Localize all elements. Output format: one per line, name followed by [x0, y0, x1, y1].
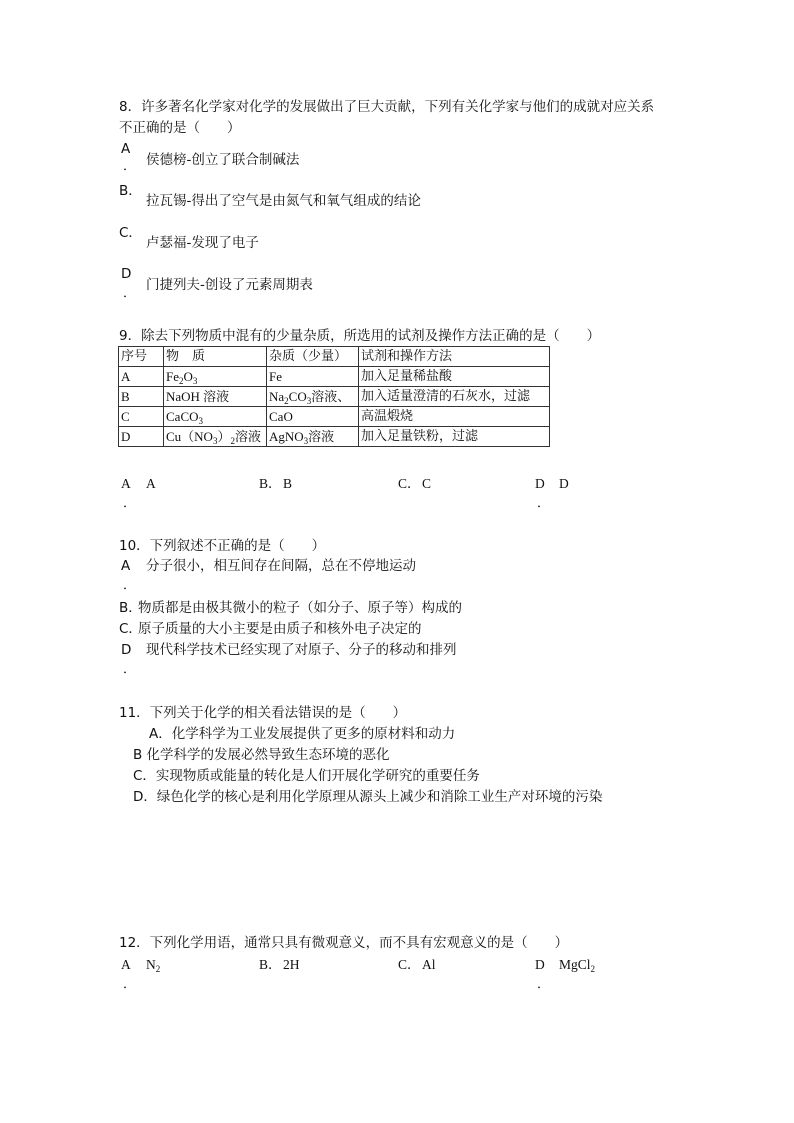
q8-stem-line1: 8．许多著名化学家对化学的发展做出了巨大贡献，下列有关化学家与他们的成就对应关系: [119, 99, 655, 115]
q9-row-b-substance: NaOH 溶液: [164, 387, 267, 407]
q9-header-substance: 物 质: [164, 347, 267, 367]
q8-option-b-letter: B．: [119, 183, 142, 199]
q11-option-b: B 化学科学的发展必然导致生态环境的恶化: [133, 747, 390, 763]
q9-answer-d-dot: ．: [537, 496, 551, 511]
q9-row-c-method: 高温煅烧: [359, 407, 550, 427]
q9-stem: 9．除去下列物质中混有的少量杂质，所选用的试剂及操作方法正确的是（ ）: [119, 328, 601, 344]
q9-row-d-no: D: [119, 427, 164, 447]
q8-option-a-dot: ．: [123, 159, 137, 174]
q9-header-no: 序号: [119, 347, 164, 367]
q9-row-c-no: C: [119, 407, 164, 427]
q10-option-c-text: 原子质量的大小主要是由质子和核外电子决定的: [138, 621, 422, 637]
q11-option-a: A．化学科学为工业发展提供了更多的原材料和动力: [149, 726, 456, 742]
q9-table: [118, 346, 550, 447]
table-row: [119, 427, 550, 447]
q9-row-c-substance: CaCO$_3$: [164, 407, 267, 427]
q12-answer-d-dot: ．: [537, 977, 551, 992]
table-row: [119, 407, 550, 427]
q10-option-d-dot: ．: [123, 662, 137, 677]
q9-answer-a-dot: ．: [123, 496, 137, 511]
q11-stem: 11．下列关于化学的相关看法错误的是（ ）: [119, 705, 407, 721]
table-row: [119, 367, 550, 387]
q9-row-a-substance: $Fe_2O_3$: [164, 367, 267, 387]
q9-row-a-impurity: Fe: [267, 367, 359, 387]
q9-table-header: [119, 347, 550, 367]
q8-option-c-letter: C．: [119, 225, 142, 241]
q10-option-d-letter: D: [121, 642, 132, 658]
q8-stem-line2: 不正确的是（ ）: [119, 120, 241, 136]
q9-row-b-no: B: [119, 387, 164, 407]
q12-answer-a-letter: A: [121, 957, 131, 972]
q9-answer-c-letter: C．: [398, 476, 421, 491]
q12-answer-b-letter: B．: [259, 957, 282, 972]
q12-stem: 12．下列化学用语，通常只具有微观意义，而不具有宏观意义的是（ ）: [119, 935, 569, 951]
q10-option-a-text: 分子很小，相互间存在间隔，总在不停地运动: [146, 558, 416, 574]
q11-option-c: C．实现物质或能量的转化是人们开展化学研究的重要任务: [133, 768, 480, 784]
q9-row-a-no: A: [119, 367, 164, 387]
q10-option-a-dot: ．: [123, 578, 137, 593]
q10-option-d-text: 现代科学技术已经实现了对原子、分子的移动和排列: [146, 642, 457, 658]
q10-stem: 10．下列叙述不正确的是（ ）: [119, 538, 326, 554]
q9-answer-a-letter: A: [121, 476, 131, 491]
q8-option-a-text: 侯德榜-创立了联合制碱法: [146, 152, 300, 168]
q11-option-d: D．绿色化学的核心是利用化学原理从源头上减少和消除工业生产对环境的污染: [133, 789, 603, 805]
q9-row-c-impurity: CaO: [267, 407, 359, 427]
q9-answer-b-letter: B．: [259, 476, 282, 491]
q10-option-b-text: 物质都是由极其微小的粒子（如分子、原子等）构成的: [138, 600, 462, 616]
q12-answer-a-dot: ．: [123, 977, 137, 992]
q8-option-a-letter: A: [121, 141, 131, 157]
q8-option-b-text: 拉瓦锡-得出了空气是由氮气和氧气组成的结论: [146, 193, 421, 209]
q9-row-d-impurity: AgNO$_3$溶液: [267, 427, 359, 447]
q12-answer-b-formula: 2H: [283, 957, 300, 972]
q12-answer-c-letter: C．: [398, 957, 421, 972]
q12-answer-a-formula: $N_2$: [146, 957, 161, 974]
q9-answer-d-letter: D: [535, 476, 545, 491]
q9-answer-c-text: C: [422, 476, 432, 491]
q12-answer-d-letter: D: [535, 957, 545, 972]
q9-answer-a-text: A: [146, 476, 156, 491]
q9-header-impurity: 杂质（少量）: [267, 347, 359, 367]
q8-option-d-letter: D: [121, 266, 132, 282]
q12-answer-c-formula: Al: [422, 957, 436, 972]
table-row: [119, 387, 550, 407]
q9-row-d-substance: $Cu(NO_3)_2$溶液: [164, 427, 267, 447]
q9-answer-d-text: D: [559, 476, 569, 491]
q9-row-b-method: 加入适量澄清的石灰水，过滤: [359, 387, 550, 407]
q9-row-a-method: 加入足量稀盐酸: [359, 367, 550, 387]
q10-option-c-letter: C．: [119, 621, 142, 637]
q8-option-c-text: 卢瑟福-发现了电子: [146, 235, 259, 251]
q9-row-d-method: 加入足量铁粉，过滤: [359, 427, 550, 447]
q10-option-a-letter: A: [121, 558, 131, 574]
q12-answer-d-formula: MgCl$_2$: [559, 957, 596, 974]
q8-option-d-dot: ．: [123, 286, 137, 301]
q10-option-b-letter: B．: [119, 600, 142, 616]
q9-header-method: 试剂和操作方法: [359, 347, 550, 367]
q9-answer-b-text: B: [283, 476, 293, 491]
q9-row-b-impurity: $Na_2CO_3$溶液、: [267, 387, 359, 407]
q8-option-d-text: 门捷列夫-创设了元素周期表: [146, 277, 313, 293]
